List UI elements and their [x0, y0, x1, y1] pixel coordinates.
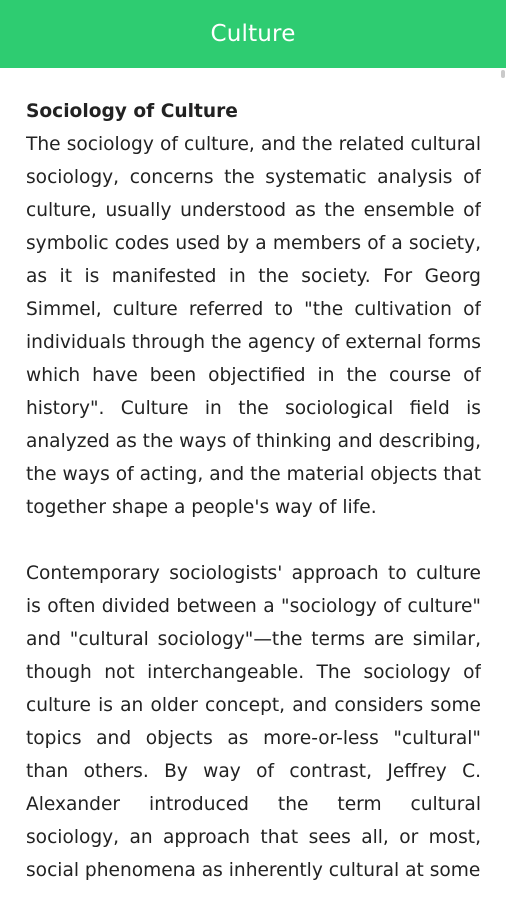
paragraph: Contemporary sociologists' approach to culture is often divided between a "sociology of culture" and "cultural sociology"—the terms are similar, though not interchangeable. The sociology of culture is an older concept, and considers some topics and objects as more-or-less "cultural" than others. By way of contrast, Jeffrey C. Alexander introduced the term cultural sociology, an approach that sees all, or most, social phenomena as inherently cultural at some: [26, 563, 481, 881]
app-bar: [0, 0, 506, 68]
article-content[interactable]: [26, 95, 481, 900]
app-bar-title: Culture: [210, 21, 296, 47]
section-heading: Sociology of Culture: [26, 101, 238, 122]
scrollbar[interactable]: [501, 70, 505, 78]
paragraph: The sociology of culture, and the related cultural sociology, concerns the systematic analysis of culture, usually understood as the ensemble of symbolic codes used by a members of a society, as it is manifested in the society. For Georg Simmel, culture referred to "the cultivation of individuals through the agency of external forms which have been objectified in the course of history". Culture in the sociological field is analyzed as the ways of thinking and describing, the ways of acting, and the material objects that together shape a people's way of life.: [26, 134, 481, 518]
